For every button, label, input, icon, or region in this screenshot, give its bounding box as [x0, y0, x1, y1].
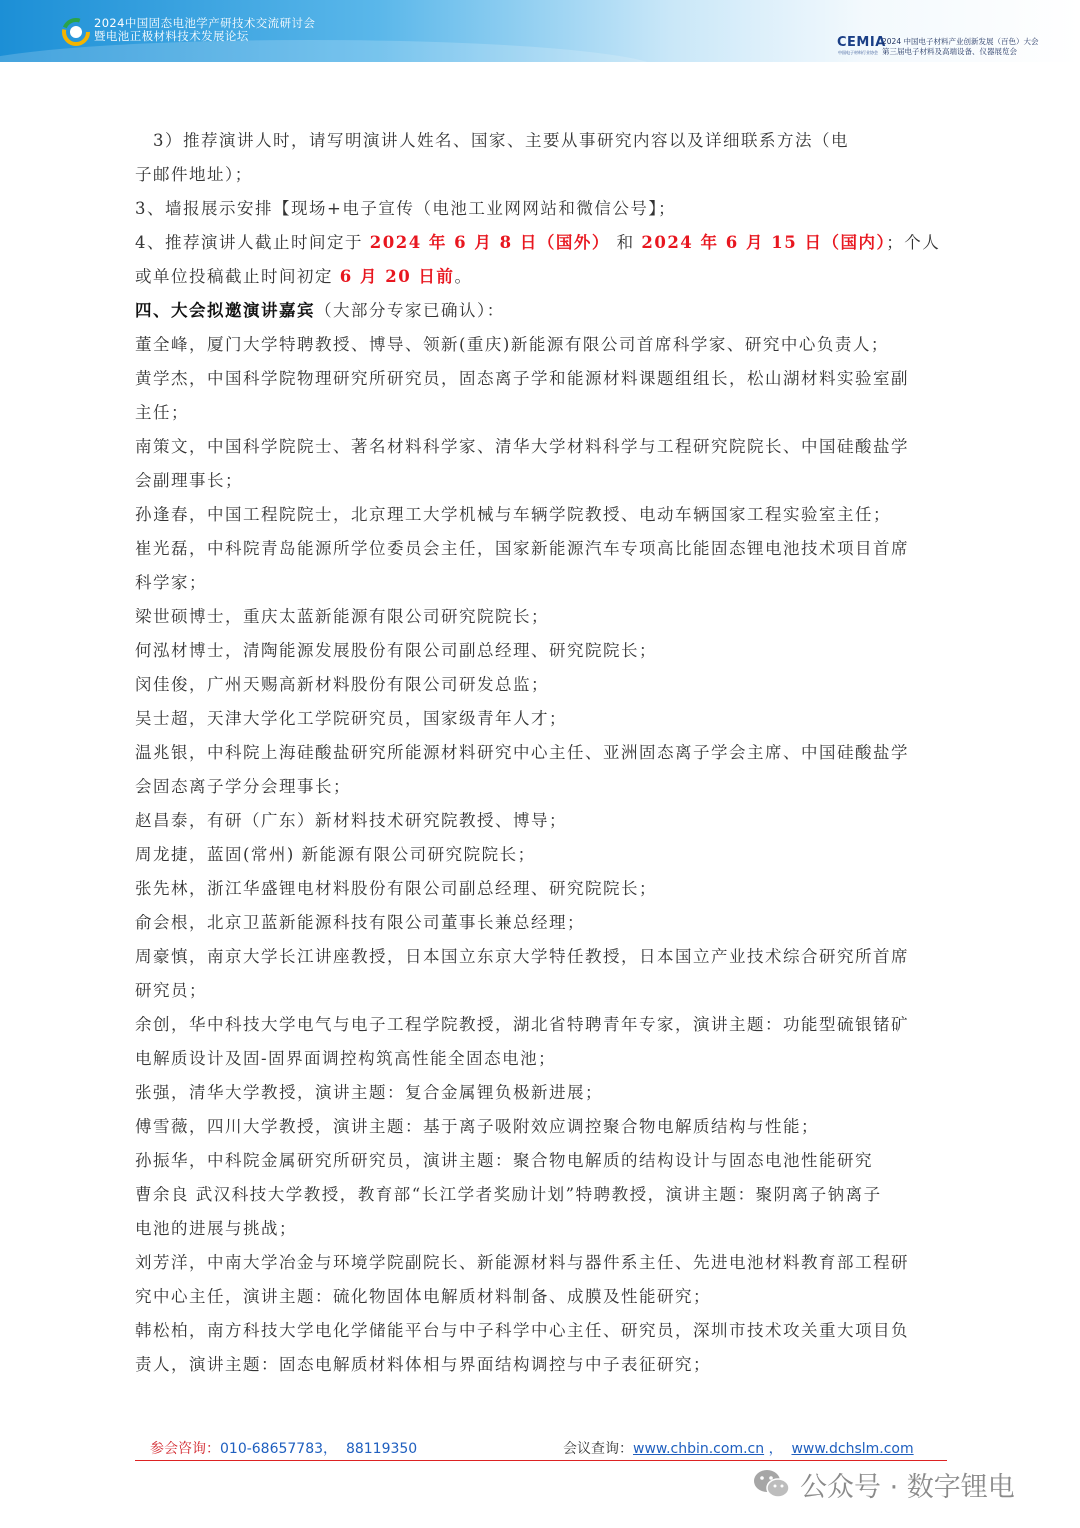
expo-title	[882, 37, 1038, 56]
consult-phone1: 010-68657783	[220, 1441, 324, 1457]
text-segment: 3、墙报展示安排【现场+电子宣传（电池工业网网站和微信公号】；	[135, 199, 677, 218]
expo-title-line2: 第三届电子材料及高端设备、仪器展览会	[882, 46, 1017, 56]
text-line	[135, 464, 243, 498]
text-segment: 周豪慎，南京大学长江讲座教授，日本国立东京大学特任教授，日本国立产业技术综合研究所首席	[135, 947, 909, 966]
highlight-date: 6 月 20 日前	[339, 267, 455, 286]
text-line	[135, 294, 505, 328]
wechat-watermark	[752, 1462, 1015, 1506]
phone-separator: ，	[323, 1441, 338, 1457]
highlight-date: 2024 年 6 月 15 日（国内）	[641, 233, 887, 252]
watermark-text: 公众号 · 数字锂电	[800, 1471, 1015, 1503]
text-line	[135, 1110, 819, 1144]
text-line	[135, 566, 207, 600]
text-line	[135, 124, 849, 158]
expo-title-line1: 2024 中国电子材料产业创新发展（百色）大会	[882, 37, 1039, 46]
header-title-line1: 2024中国固态电池学产研技术交流研讨会	[94, 16, 316, 30]
text-segment: 孙振华，中科院金属研究所研究员，演讲主题：聚合物电解质的结构设计与固态电池性能研究	[135, 1151, 873, 1170]
text-line	[135, 736, 909, 770]
text-segment: 会固态离子学分会理事长；	[135, 777, 351, 796]
text-segment: 吴士超，天津大学化工学院研究员，国家级青年人才；	[135, 709, 567, 728]
text-segment: 董全峰，厦门大学特聘教授、博导、领新(重庆)新能源有限公司首席科学家、研究中心负责人；	[135, 335, 889, 354]
text-line	[135, 1178, 882, 1212]
text-segment: 韩松柏，南方科技大学电化学储能平台与中子科学中心主任、研究员，深圳市技术攻关重大项目负	[135, 1321, 909, 1340]
header-banner	[0, 0, 1080, 62]
text-line	[135, 1008, 909, 1042]
consult-phone2: 88119350	[345, 1441, 418, 1457]
text-line	[135, 804, 567, 838]
text-line	[135, 362, 909, 396]
site-link-dchslm[interactable]: www.dchslm.com	[791, 1441, 914, 1457]
footer-divider	[135, 1460, 947, 1461]
text-segment: ；个人	[886, 233, 941, 252]
text-segment: 研究员；	[135, 981, 207, 1000]
text-segment: 温兆银，中科院上海硅酸盐研究所能源材料研究中心主任、亚洲固态离子学会主席、中国硅酸盐学	[135, 743, 909, 762]
conference-logo-icon	[62, 18, 90, 46]
text-line	[135, 1348, 711, 1382]
text-line	[135, 498, 891, 532]
text-segment: 南策文，中国科学院院士、著名材料科学家、清华大学材料科学与工程研究院院长、中国硅酸盐学	[135, 437, 909, 456]
highlight-date: 2024 年 6 月 8 日（国外）	[369, 233, 610, 252]
consult-label: 参会咨询：	[150, 1441, 220, 1457]
cemia-logo-subtext: 中国电子材料行业协会	[838, 50, 878, 55]
header-title	[94, 17, 315, 43]
text-segment: 3）推荐演讲人时，请写明演讲人姓名、国家、主要从事研究内容以及详细联系方法（电	[135, 131, 849, 150]
text-segment: 梁世硕博士，重庆太蓝新能源有限公司研究院院长；	[135, 607, 549, 626]
text-segment: 张先林，浙江华盛锂电材料股份有限公司副总经理、研究院院长；	[135, 879, 657, 898]
footer-query	[563, 1438, 914, 1458]
query-label: 会议查询：	[563, 1441, 633, 1457]
text-line	[135, 702, 567, 736]
text-segment: 赵昌泰，有研（广东）新材料技术研究院教授、博导；	[135, 811, 567, 830]
header-swoosh	[0, 40, 660, 62]
text-line	[135, 1144, 873, 1178]
text-segment: 张强，清华大学教授，演讲主题：复合金属锂负极新进展；	[135, 1083, 603, 1102]
header-title-line2: 暨电池正极材料技术发展论坛	[94, 29, 249, 43]
site-link-chbin[interactable]: www.chbin.com.cn	[633, 1441, 765, 1457]
text-segment: 会副理事长；	[135, 471, 243, 490]
text-line	[135, 1042, 556, 1076]
text-line	[135, 600, 549, 634]
text-line	[135, 1076, 603, 1110]
text-line	[135, 668, 549, 702]
text-segment: 孙逢春，中国工程院院士，北京理工大学机械与车辆学院教授、电动车辆国家工程实验室主任；	[135, 505, 891, 524]
text-segment: 电池的进展与挑战；	[135, 1219, 297, 1238]
text-segment: 。	[454, 267, 473, 286]
text-line	[135, 260, 472, 294]
section-heading: 四、大会拟邀演讲嘉宾	[135, 301, 315, 320]
text-segment: 俞会根，北京卫蓝新能源科技有限公司董事长兼总经理；	[135, 913, 585, 932]
text-line	[135, 634, 657, 668]
text-line	[135, 1246, 909, 1280]
text-line	[135, 192, 676, 226]
text-segment: 和	[609, 233, 642, 252]
text-line	[135, 974, 207, 1008]
text-line	[135, 940, 909, 974]
text-line	[135, 906, 585, 940]
text-line	[135, 328, 889, 362]
text-segment: 主任；	[135, 403, 189, 422]
text-segment: 科学家；	[135, 573, 207, 592]
text-line	[135, 770, 351, 804]
text-segment: 电解质设计及固-固界面调控构筑高性能全固态电池；	[135, 1049, 557, 1068]
text-line	[135, 396, 189, 430]
text-segment: 或单位投稿截止时间初定	[135, 267, 340, 286]
site-separator: ，	[768, 1441, 783, 1457]
text-line	[135, 158, 253, 192]
text-segment: 何泓材博士，清陶能源发展股份有限公司副总经理、研究院院长；	[135, 641, 657, 660]
text-segment: 崔光磊，中科院青岛能源所学位委员会主任，国家新能源汽车专项高比能固态锂电池技术项目首席	[135, 539, 909, 558]
text-line	[135, 1212, 297, 1246]
text-segment: 究中心主任，演讲主题：硫化物固体电解质材料制备、成膜及性能研究；	[135, 1287, 711, 1306]
text-line	[135, 838, 536, 872]
text-segment: 黄学杰，中国科学院物理研究所研究员，固态离子学和能源材料课题组组长，松山湖材料实验室副	[135, 369, 909, 388]
text-line	[135, 872, 657, 906]
text-line	[135, 226, 940, 260]
text-segment: 曹余良 武汉科技大学教授，教育部“长江学者奖励计划”特聘教授，演讲主题：聚阴离子钠离子	[135, 1185, 882, 1204]
text-segment: 责人，演讲主题：固态电解质材料体相与界面结构调控与中子表征研究；	[135, 1355, 711, 1374]
text-segment: 子邮件地址）；	[135, 165, 253, 184]
wechat-icon	[752, 1467, 792, 1501]
text-segment: 闵佳俊，广州天赐高新材料股份有限公司研发总监；	[135, 675, 549, 694]
text-segment: 傅雪薇，四川大学教授，演讲主题：基于离子吸附效应调控聚合物电解质结构与性能；	[135, 1117, 819, 1136]
text-segment: （大部分专家已确认）：	[315, 301, 505, 320]
text-line	[135, 1280, 711, 1314]
text-line	[135, 532, 909, 566]
text-segment: 余创，华中科技大学电气与电子工程学院教授，湖北省特聘青年专家，演讲主题：功能型硫银锗矿	[135, 1015, 909, 1034]
text-line	[135, 1314, 909, 1348]
text-line	[135, 430, 909, 464]
cemia-logo: CEMIA	[837, 35, 886, 50]
text-segment: 周龙捷，蓝固(常州) 新能源有限公司研究院院长；	[135, 845, 536, 864]
footer-consult	[150, 1438, 417, 1458]
text-segment: 4、推荐演讲人截止时间定于	[135, 233, 370, 252]
text-segment: 刘芳洋，中南大学冶金与环境学院副院长、新能源材料与器件系主任、先进电池材料教育部工程研	[135, 1253, 909, 1272]
